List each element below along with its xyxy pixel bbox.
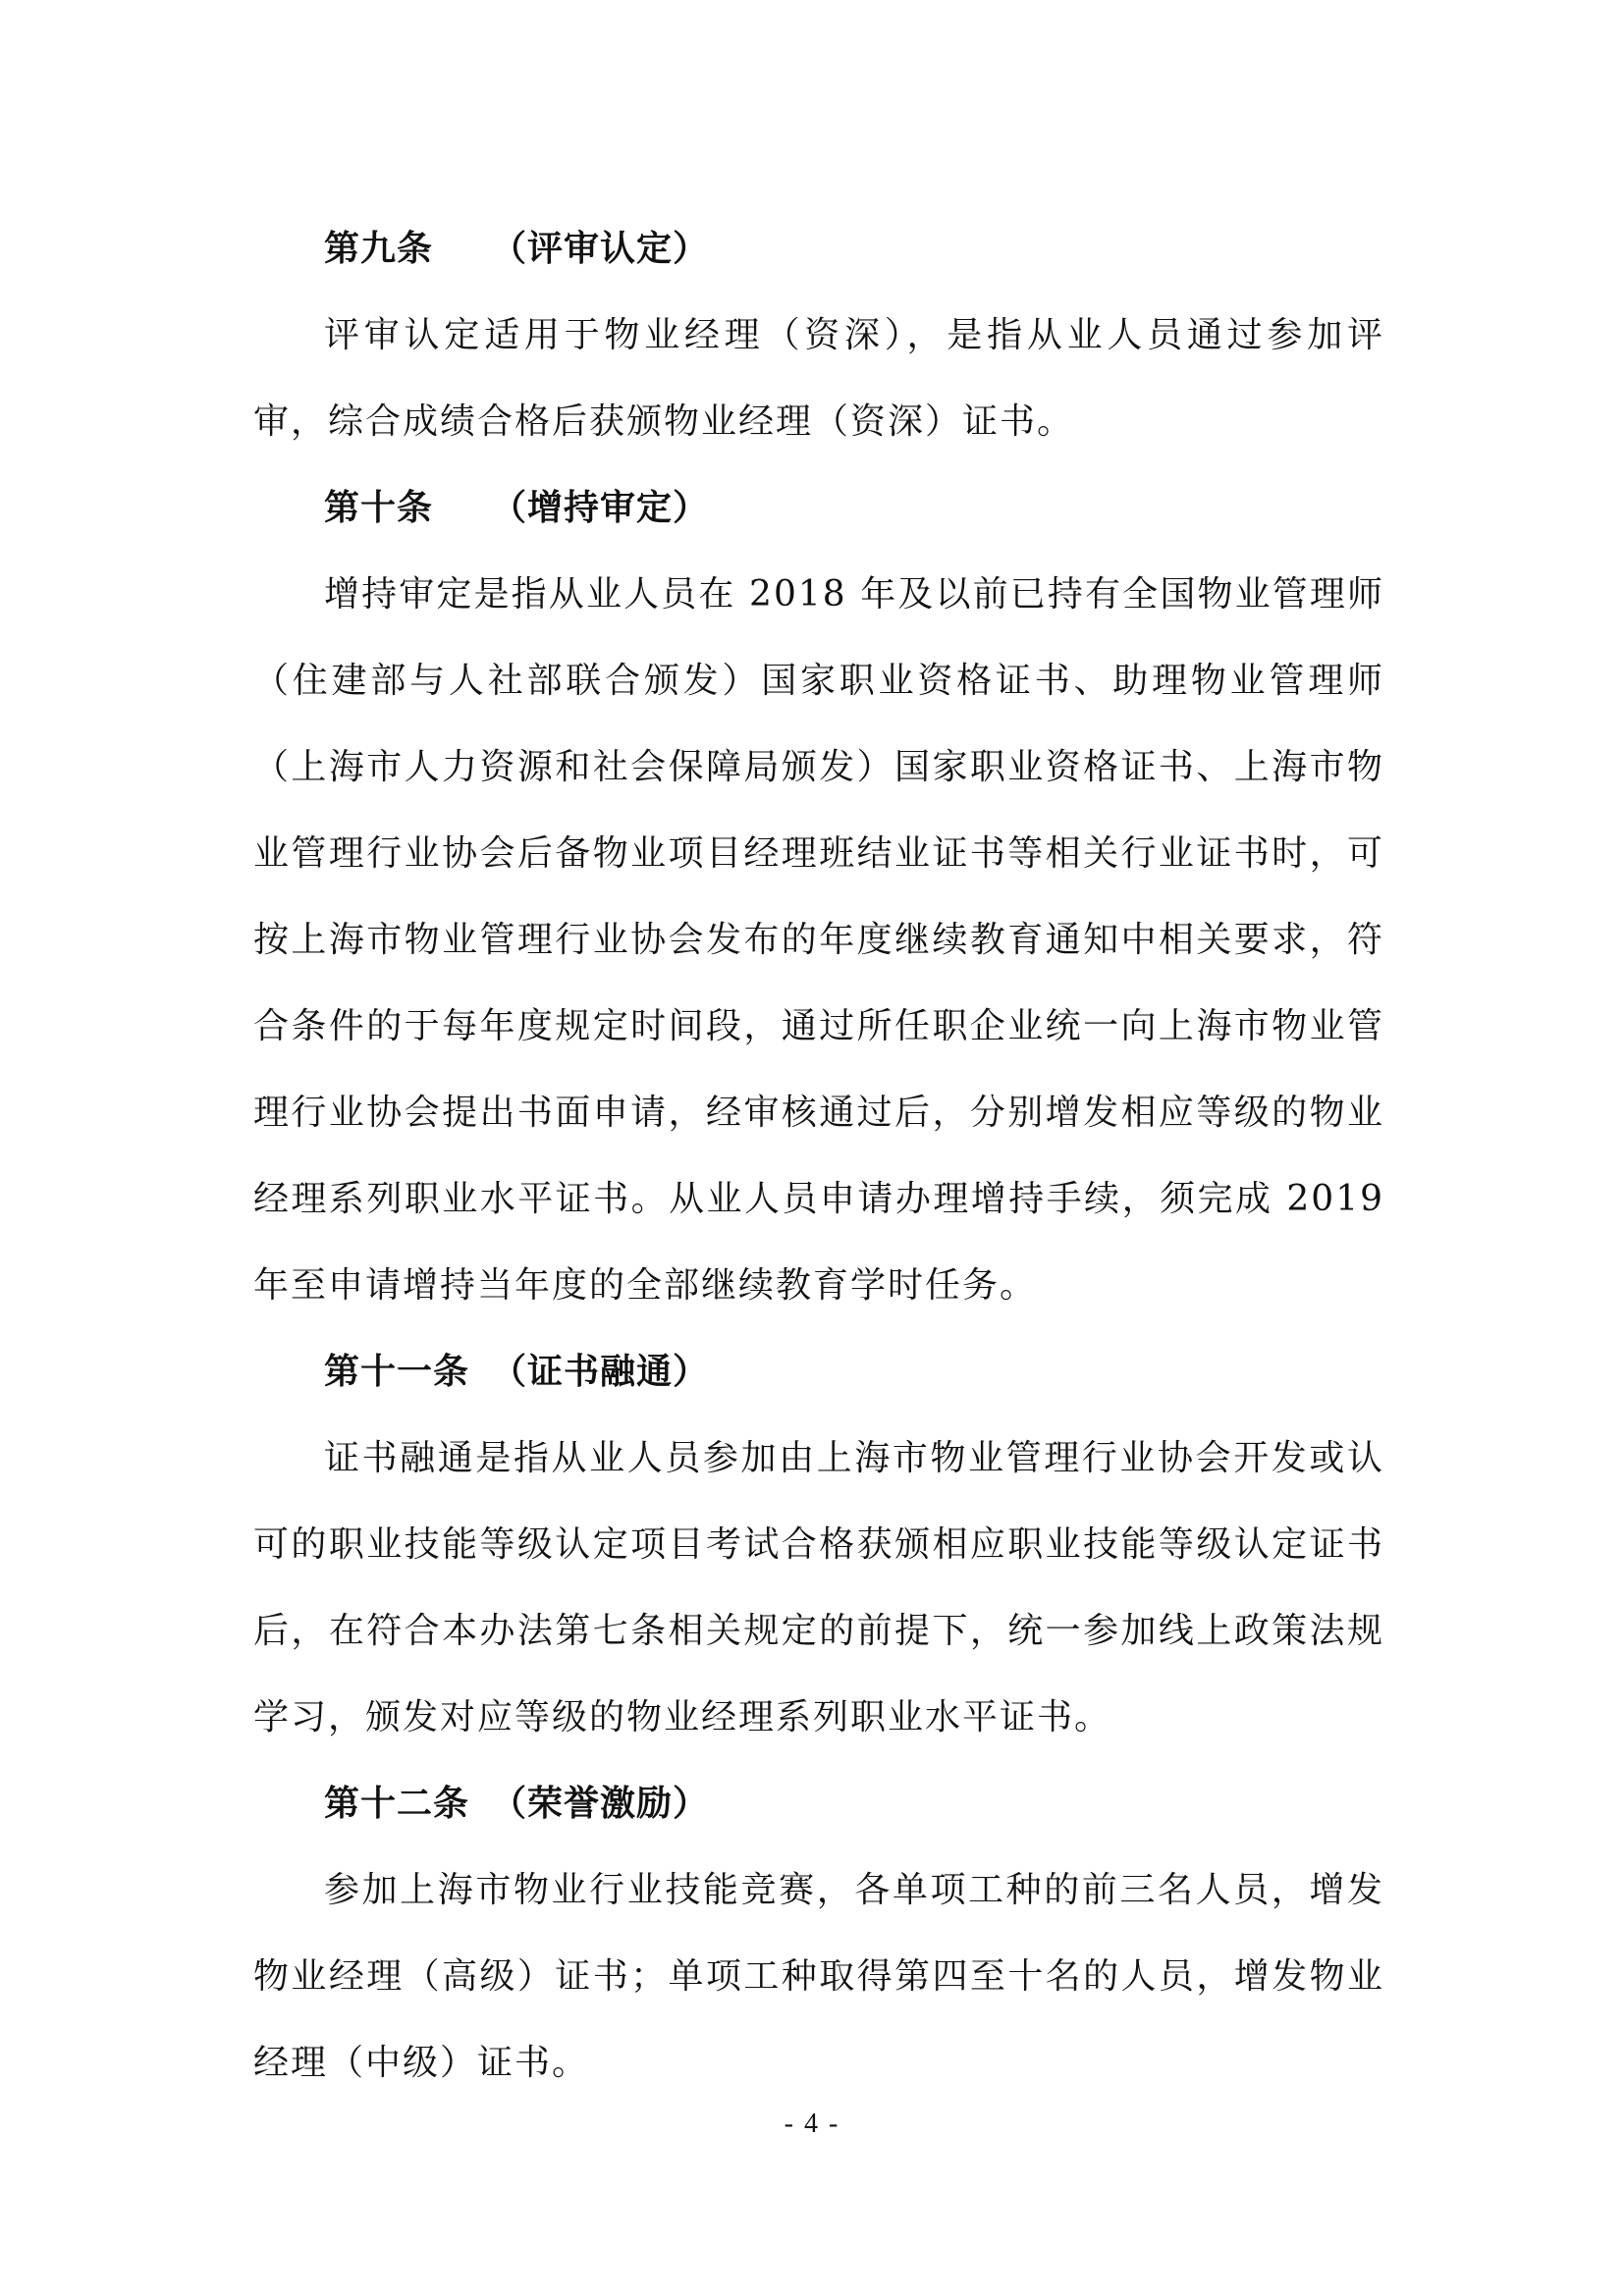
article-number: 第九条	[324, 229, 434, 269]
article-number: 第十二条	[324, 1784, 470, 1824]
article-topic: （评审认定）	[491, 229, 710, 269]
article-topic: （增持审定）	[491, 488, 710, 528]
article-topic: （荣誉激励）	[491, 1784, 710, 1824]
article-9	[253, 206, 1384, 465]
article-heading	[253, 206, 1384, 293]
article-12	[253, 1761, 1384, 2107]
page-number: - 4 -	[784, 2109, 840, 2139]
article-body: 增持审定是指从业人员在 2018 年及以前已持有全国物业管理师（住建部与人社部联合颁发）国家职业资格证书、助理物业管理师（上海市人力资源和社会保障局颁发）国家职业资格证书、上海市物业管理行业协会后备物业项目经理班结业证书等相关行业证书时，可按上海市物业管理行业协会发布的年度继续教育通知中相关要求，符合条件的于每年度规定时间段，通过所任职企业统一向上海市物业管理行业协会提出书面申请，经审核通过后，分别增发相应等级的物业经理系列职业水平证书。从业人员申请办理增持手续，须完成 2019 年至申请增持当年度的全部继续教育学时任务。	[253, 574, 1384, 1306]
article-number: 第十条	[324, 488, 434, 528]
article-heading	[253, 1329, 1384, 1415]
article-10	[253, 465, 1384, 1329]
article-11	[253, 1329, 1384, 1761]
article-heading	[253, 465, 1384, 552]
document-body	[253, 206, 1384, 2107]
article-heading	[253, 1761, 1384, 1847]
article-body: 参加上海市物业行业技能竞赛，各单项工种的前三名人员，增发物业经理（高级）证书；单项工种取得第四至十名的人员，增发物业经理（中级）证书。	[253, 1870, 1384, 2083]
article-body: 评审认定适用于物业经理（资深），是指从业人员通过参加评审，综合成绩合格后获颁物业经理（资深）证书。	[253, 315, 1384, 442]
article-number: 第十一条	[324, 1352, 470, 1392]
article-body: 证书融通是指从业人员参加由上海市物业管理行业协会开发或认可的职业技能等级认定项目考试合格获颁相应职业技能等级认定证书后，在符合本办法第七条相关规定的前提下，统一参加线上政策法规学习，颁发对应等级的物业经理系列职业水平证书。	[253, 1438, 1384, 1737]
article-topic: （证书融通）	[491, 1352, 710, 1392]
